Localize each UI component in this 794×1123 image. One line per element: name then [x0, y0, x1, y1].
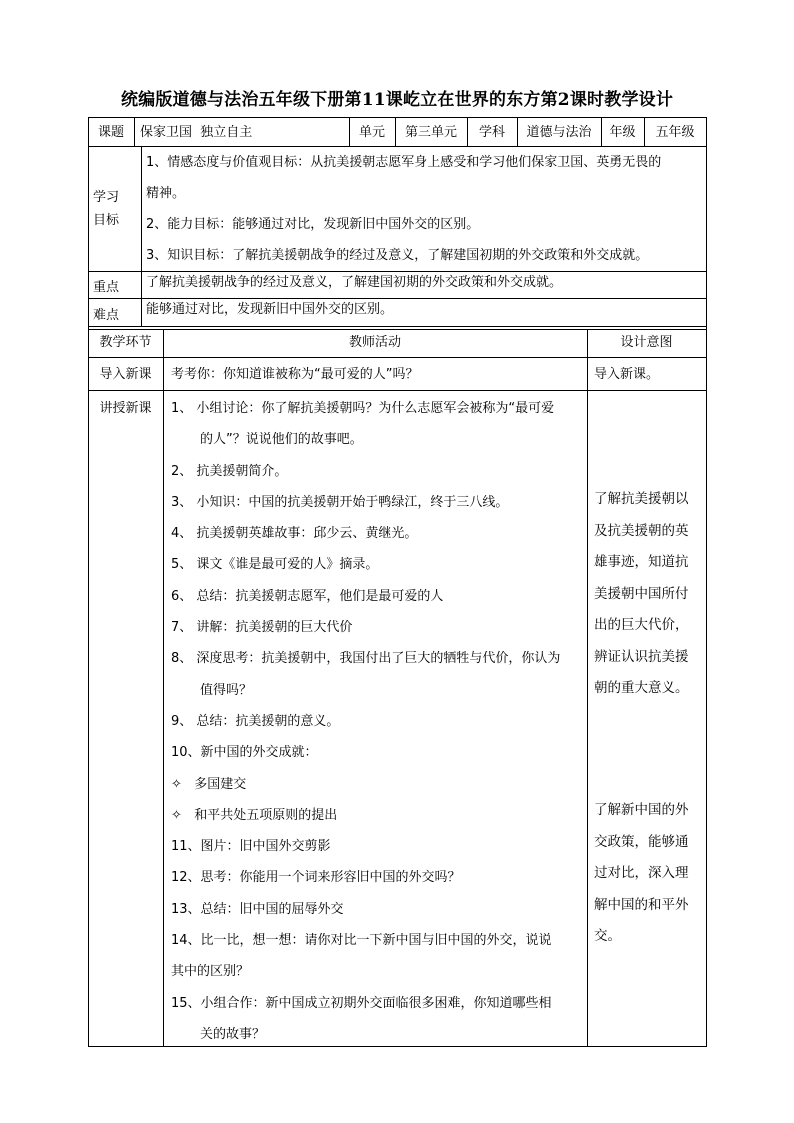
key-point-label: 重点: [93, 280, 120, 295]
activity-item-continued: 的人”？说说他们的故事吧。: [200, 432, 363, 448]
intent-line: 了解新中国的外: [594, 802, 689, 818]
activity-item-continued: 其中的区别？: [171, 964, 250, 980]
unit-value: 第三单元: [404, 125, 457, 140]
objective-line: 精神。: [146, 186, 186, 201]
activity-item: 12、思考：你能用一个词来形容旧中国的外交吗？: [171, 870, 461, 886]
intent-line: 解中国的和平外: [594, 896, 689, 913]
activity-item: 8、 深度思考：抗美援朝中，我国付出了巨大的牺牲与代价，你认为: [171, 651, 561, 667]
lecture-stage: 讲授新课: [99, 401, 152, 416]
intent-line: 了解抗美援朝以: [594, 491, 689, 507]
intent-line: 出的巨大代价，: [594, 617, 689, 633]
activity-item: 15、小组合作：新中国成立初期外交面临很多困难，你知道哪些相: [171, 995, 552, 1011]
intent-line: 雄事迹，知道抗: [594, 554, 689, 570]
activity-header: 教师活动: [348, 335, 401, 350]
objectives-list: [146, 147, 661, 271]
activity-item: 10、新中国的外交成就：: [171, 745, 318, 761]
intent-header: 设计意图: [620, 335, 673, 350]
lecture-activities: [171, 393, 560, 1050]
objective-line: 3、知识目标：了解抗美援朝战争的经过及意义，了解建国初期的外交政策和外交成就。: [146, 248, 649, 263]
activity-item: 2、 抗美援朝简介。: [171, 463, 288, 479]
lecture-intent-1: [594, 484, 689, 705]
activity-item: 13、总结：旧中国的屈辱外交: [171, 901, 344, 917]
activity-bullet-item: ✧ 多国建交: [171, 776, 247, 792]
topic-label: 课题: [97, 125, 124, 140]
objective-line: 1、情感态度与价值观目标：从抗美援朝志愿军身上感受和学习他们保家卫国、英勇无畏的: [146, 155, 662, 170]
document-title: 统编版道德与法治五年级下册第11课屹立在世界的东方第2课时教学设计: [120, 90, 674, 110]
activity-item: 9、 总结：抗美援朝的意义。: [171, 713, 340, 729]
objectives-label-line-1: 学习: [93, 190, 120, 205]
intent-line: 朝的重大意义。: [594, 680, 689, 696]
objective-line: 2、能力目标：能够通过对比，发现新旧中国外交的区别。: [146, 217, 480, 232]
activity-item: 5、 课文《谁是最可爱的人》摘录。: [171, 557, 379, 573]
activity-bullet-item: ✧ 和平共处五项原则的提出: [171, 807, 338, 823]
intent-line: 过对比，深入理: [594, 865, 689, 881]
topic-value: 保家卫国 独立自主: [140, 125, 253, 140]
intent-line: 交政策，能够通: [594, 833, 689, 850]
activity-item: 7、 讲解：抗美援朝的巨大代价: [171, 620, 353, 636]
activity-item: 11、图片：旧中国外交剪影: [171, 839, 331, 855]
intent-line: 美援朝中国所付: [594, 585, 689, 602]
activity-item-continued: 值得吗？: [200, 682, 253, 698]
stage-header: 教学环节: [99, 335, 152, 350]
intro-stage: 导入新课: [99, 367, 152, 382]
difficulty-label: 难点: [93, 308, 120, 323]
activity-item: 3、 小知识：中国的抗美援朝开始于鸭绿江，终于三八线。: [171, 494, 509, 510]
grade-label: 年级: [609, 125, 636, 140]
intro-intent: 导入新课。: [594, 367, 660, 382]
activity-item: 14、比一比，想一想：请你对比一下新中国与旧中国的外交，说说: [171, 933, 552, 949]
intent-line: 交。: [594, 928, 621, 944]
grade-value: 五年级: [655, 125, 695, 140]
key-point-text: 了解抗美援朝战争的经过及意义，了解建国初期的外交政策和外交成就。: [146, 275, 563, 290]
subject-value: 道德与法治: [526, 125, 592, 140]
objectives-label-line-2: 目标: [93, 213, 120, 228]
difficulty-text: 能够通过对比，发现新旧中国外交的区别。: [146, 302, 394, 317]
activity-item: 1、 小组讨论：你了解抗美援朝吗？为什么志愿军会被称为“最可爱: [171, 401, 555, 416]
unit-label: 单元: [358, 125, 385, 140]
activity-item-continued: 关的故事？: [200, 1026, 266, 1042]
lecture-intent-2: [594, 795, 689, 953]
intro-activity: 考考你：你知道谁被称为“最可爱的人”吗？: [171, 367, 419, 382]
activity-item: 4、 抗美援朝英雄故事：邱少云、黄继光。: [171, 526, 418, 542]
intent-line: 及抗美援朝的英: [594, 522, 689, 539]
objectives-label: [93, 186, 119, 232]
activity-item: 6、 总结：抗美援朝志愿军，他们是最可爱的人: [171, 588, 444, 604]
intent-line: 辨证认识抗美援: [594, 648, 689, 665]
subject-label: 学科: [478, 125, 505, 140]
